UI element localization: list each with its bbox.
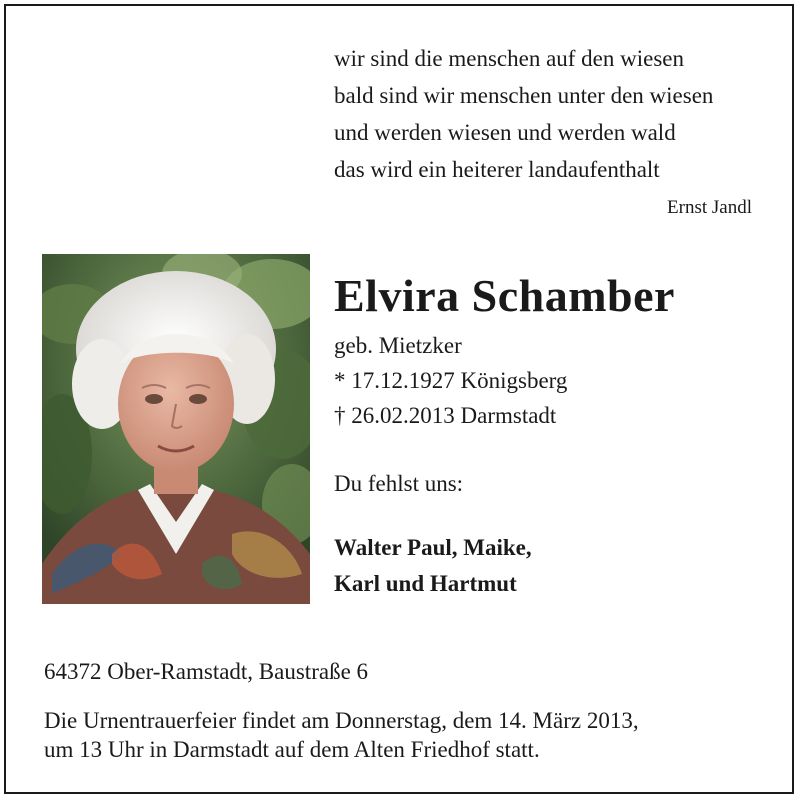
poem — [334, 40, 774, 188]
life-details — [334, 328, 567, 433]
deceased-name: Elvira Schamber — [334, 270, 675, 321]
ceremony-line: um 13 Uhr in Darmstadt auf dem Alten Friedhof statt. — [44, 737, 540, 762]
poem-line: bald sind wir menschen unter den wiesen — [334, 83, 714, 108]
birth-date: * 17.12.1927 Königsberg — [334, 368, 568, 393]
mourners-line: Karl und Hartmut — [334, 571, 517, 596]
ceremony-line: Die Urnentrauerfeier findet am Donnerstag, dem 14. März 2013, — [44, 708, 639, 733]
poem-author: Ernst Jandl — [667, 197, 752, 218]
mourners-line: Walter Paul, Maike, — [334, 535, 532, 560]
birth-name: geb. Mietzker — [334, 333, 462, 358]
poem-line: und werden wiesen und werden wald — [334, 120, 676, 145]
poem-line: wir sind die menschen auf den wiesen — [334, 46, 685, 71]
farewell-text: Du fehlst uns: — [334, 471, 464, 496]
ceremony-info — [44, 706, 639, 764]
family-address: 64372 Ober-Ramstadt, Baustraße 6 — [44, 659, 369, 684]
death-date: † 26.02.2013 Darmstadt — [334, 403, 557, 428]
poem-line: das wird ein heiterer landaufenthalt — [334, 157, 660, 182]
portrait-photo — [42, 254, 310, 604]
mourners — [334, 530, 532, 602]
